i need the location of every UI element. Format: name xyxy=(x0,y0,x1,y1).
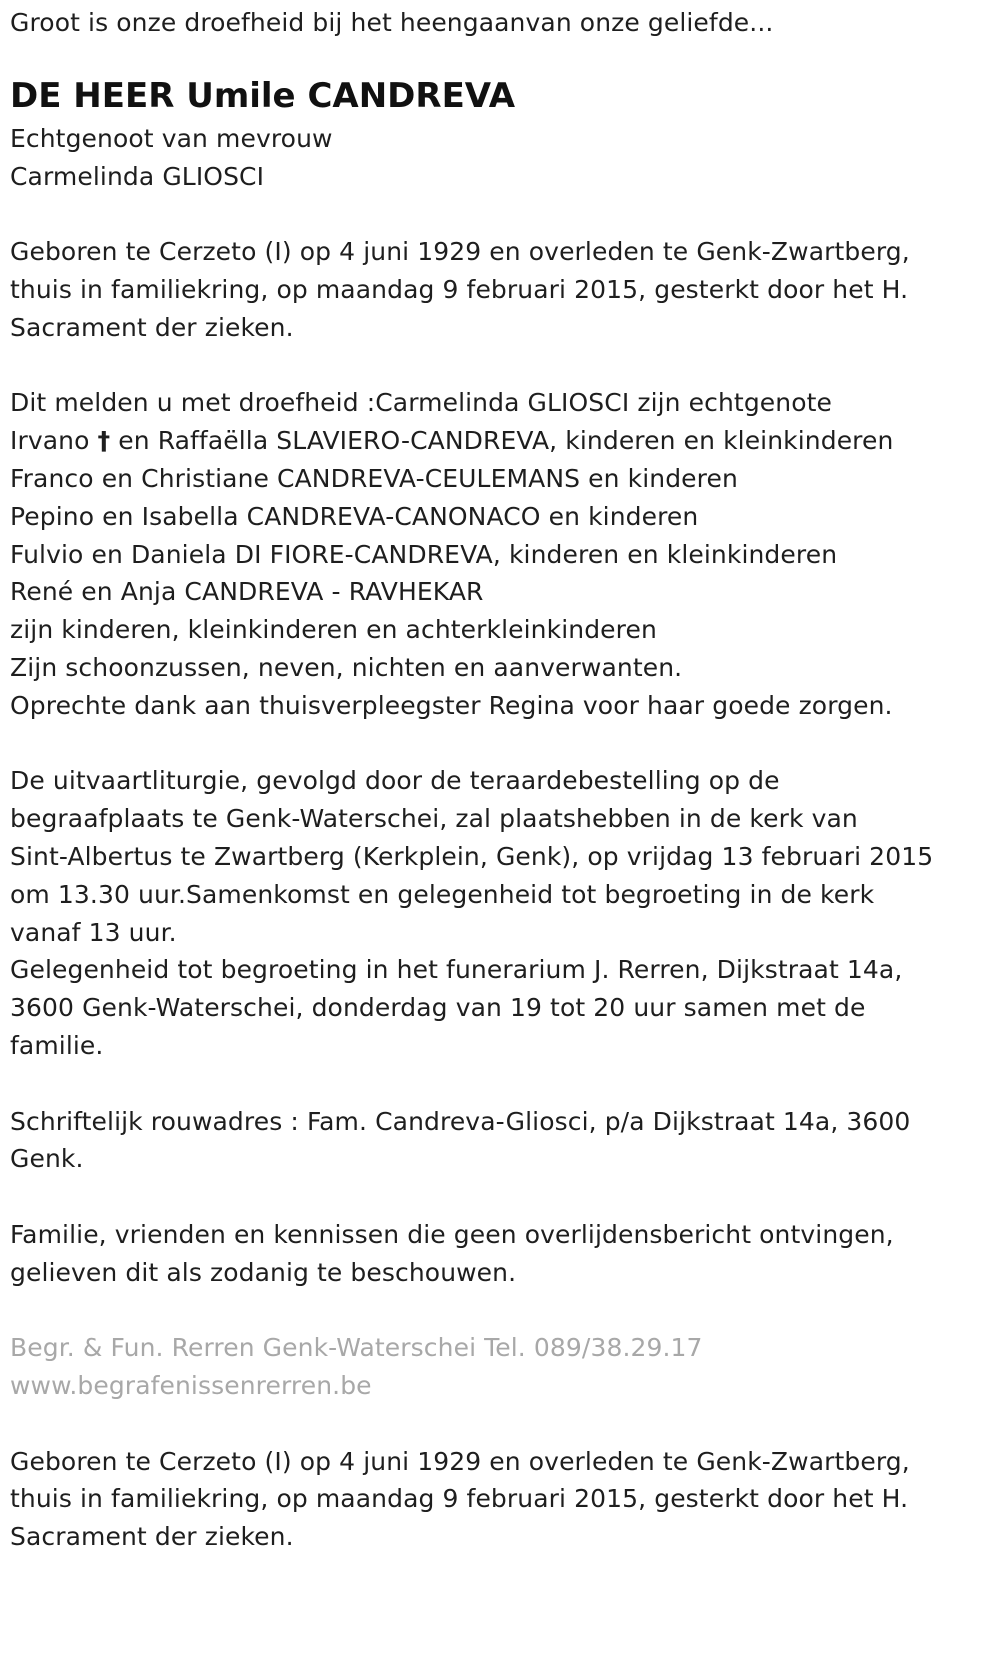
spouse-line: Echtgenoot van mevrouw xyxy=(10,123,333,153)
family-line: Pepino en Isabella CANDREVA-CANONACO en kinderen xyxy=(10,501,699,531)
birth-line: Geboren te Cerzeto (I) op 4 juni 1929 en overleden te Genk-Zwartberg, xyxy=(10,1446,910,1476)
family-line: Oprechte dank aan thuisverpleegster Regina voor haar goede zorgen. xyxy=(10,690,893,720)
family-line: Franco en Christiane CANDREVA-CEULEMANS en kinderen xyxy=(10,463,738,493)
address-line: Schriftelijk rouwadres : Fam. Candreva-Gliosci, p/a Dijkstraat 14a, 3600 xyxy=(10,1106,911,1136)
deceased-name: DE HEER Umile CANDREVA xyxy=(10,75,516,116)
address-line: Genk. xyxy=(10,1144,84,1174)
address-section xyxy=(10,1103,1000,1179)
spacer xyxy=(10,1405,1000,1443)
obituary-page xyxy=(0,4,1000,1668)
spacer xyxy=(10,347,1000,385)
spacer xyxy=(10,1178,1000,1216)
spacer xyxy=(10,195,1000,233)
undertaker-section xyxy=(10,1329,1000,1405)
intro-text: Groot is onze droefheid bij het heengaanvan onze geliefde... xyxy=(10,8,774,37)
funeral-line: familie. xyxy=(10,1030,104,1060)
spouse-name: Carmelinda GLIOSCI xyxy=(10,161,265,191)
funeral-line: begraafplaats te Genk-Waterschei, zal plaatshebben in de kerk van xyxy=(10,804,858,834)
cross-icon: † xyxy=(97,426,111,456)
notice-line: Familie, vrienden en kennissen die geen overlijdensbericht ontvingen, xyxy=(10,1219,894,1249)
funeral-line: Sint-Albertus te Zwartberg (Kerkplein, Genk), op vrijdag 13 februari 2015 xyxy=(10,841,934,871)
birth-line: thuis in familiekring, op maandag 9 februari 2015, gesterkt door het H. xyxy=(10,1484,909,1514)
birth-section xyxy=(10,233,1000,346)
funeral-line: De uitvaartliturgie, gevolgd door de teraardebestelling op de xyxy=(10,766,780,796)
family-line: Dit melden u met droefheid :Carmelinda GLIOSCI zijn echtgenote xyxy=(10,388,832,418)
family-line: zijn kinderen, kleinkinderen en achterkleinkinderen xyxy=(10,615,657,645)
funeral-line: om 13.30 uur.Samenkomst en gelegenheid tot begroeting in de kerk xyxy=(10,879,875,909)
family-name: Irvano xyxy=(10,426,98,456)
birth-line: Sacrament der zieken. xyxy=(10,312,294,342)
notice-section xyxy=(10,1216,1000,1292)
birth-repeat-section xyxy=(10,1443,1000,1556)
family-line: Zijn schoonzussen, neven, nichten en aanverwanten. xyxy=(10,652,683,682)
birth-line: thuis in familiekring, op maandag 9 februari 2015, gesterkt door het H. xyxy=(10,274,909,304)
birth-line: Geboren te Cerzeto (I) op 4 juni 1929 en overleden te Genk-Zwartberg, xyxy=(10,237,910,267)
funeral-line: Gelegenheid tot begroeting in het funerarium J. Rerren, Dijkstraat 14a, xyxy=(10,955,903,985)
notice-line: gelieven dit als zodanig te beschouwen. xyxy=(10,1257,517,1287)
undertaker-phone: Begr. & Fun. Rerren Genk-Waterschei Tel. 089/38.29.17 xyxy=(10,1333,703,1363)
family-section xyxy=(10,384,1000,724)
funeral-line: vanaf 13 uur. xyxy=(10,917,177,947)
spacer xyxy=(10,725,1000,763)
spacer xyxy=(10,1065,1000,1103)
family-name: en Raffaëlla SLAVIERO-CANDREVA, kinderen en kleinkinderen xyxy=(110,426,894,456)
funeral-line: 3600 Genk-Waterschei, donderdag van 19 tot 20 uur samen met de xyxy=(10,993,866,1023)
family-line xyxy=(10,422,1000,460)
family-line: Fulvio en Daniela DI FIORE-CANDREVA, kinderen en kleinkinderen xyxy=(10,539,838,569)
spouse-section xyxy=(10,120,1000,196)
funeral-section xyxy=(10,762,1000,1064)
spacer xyxy=(10,1292,1000,1330)
undertaker-website: www.begrafenissenrerren.be xyxy=(10,1371,372,1401)
birth-line: Sacrament der zieken. xyxy=(10,1522,294,1552)
family-line: René en Anja CANDREVA - RAVHEKAR xyxy=(10,577,484,607)
